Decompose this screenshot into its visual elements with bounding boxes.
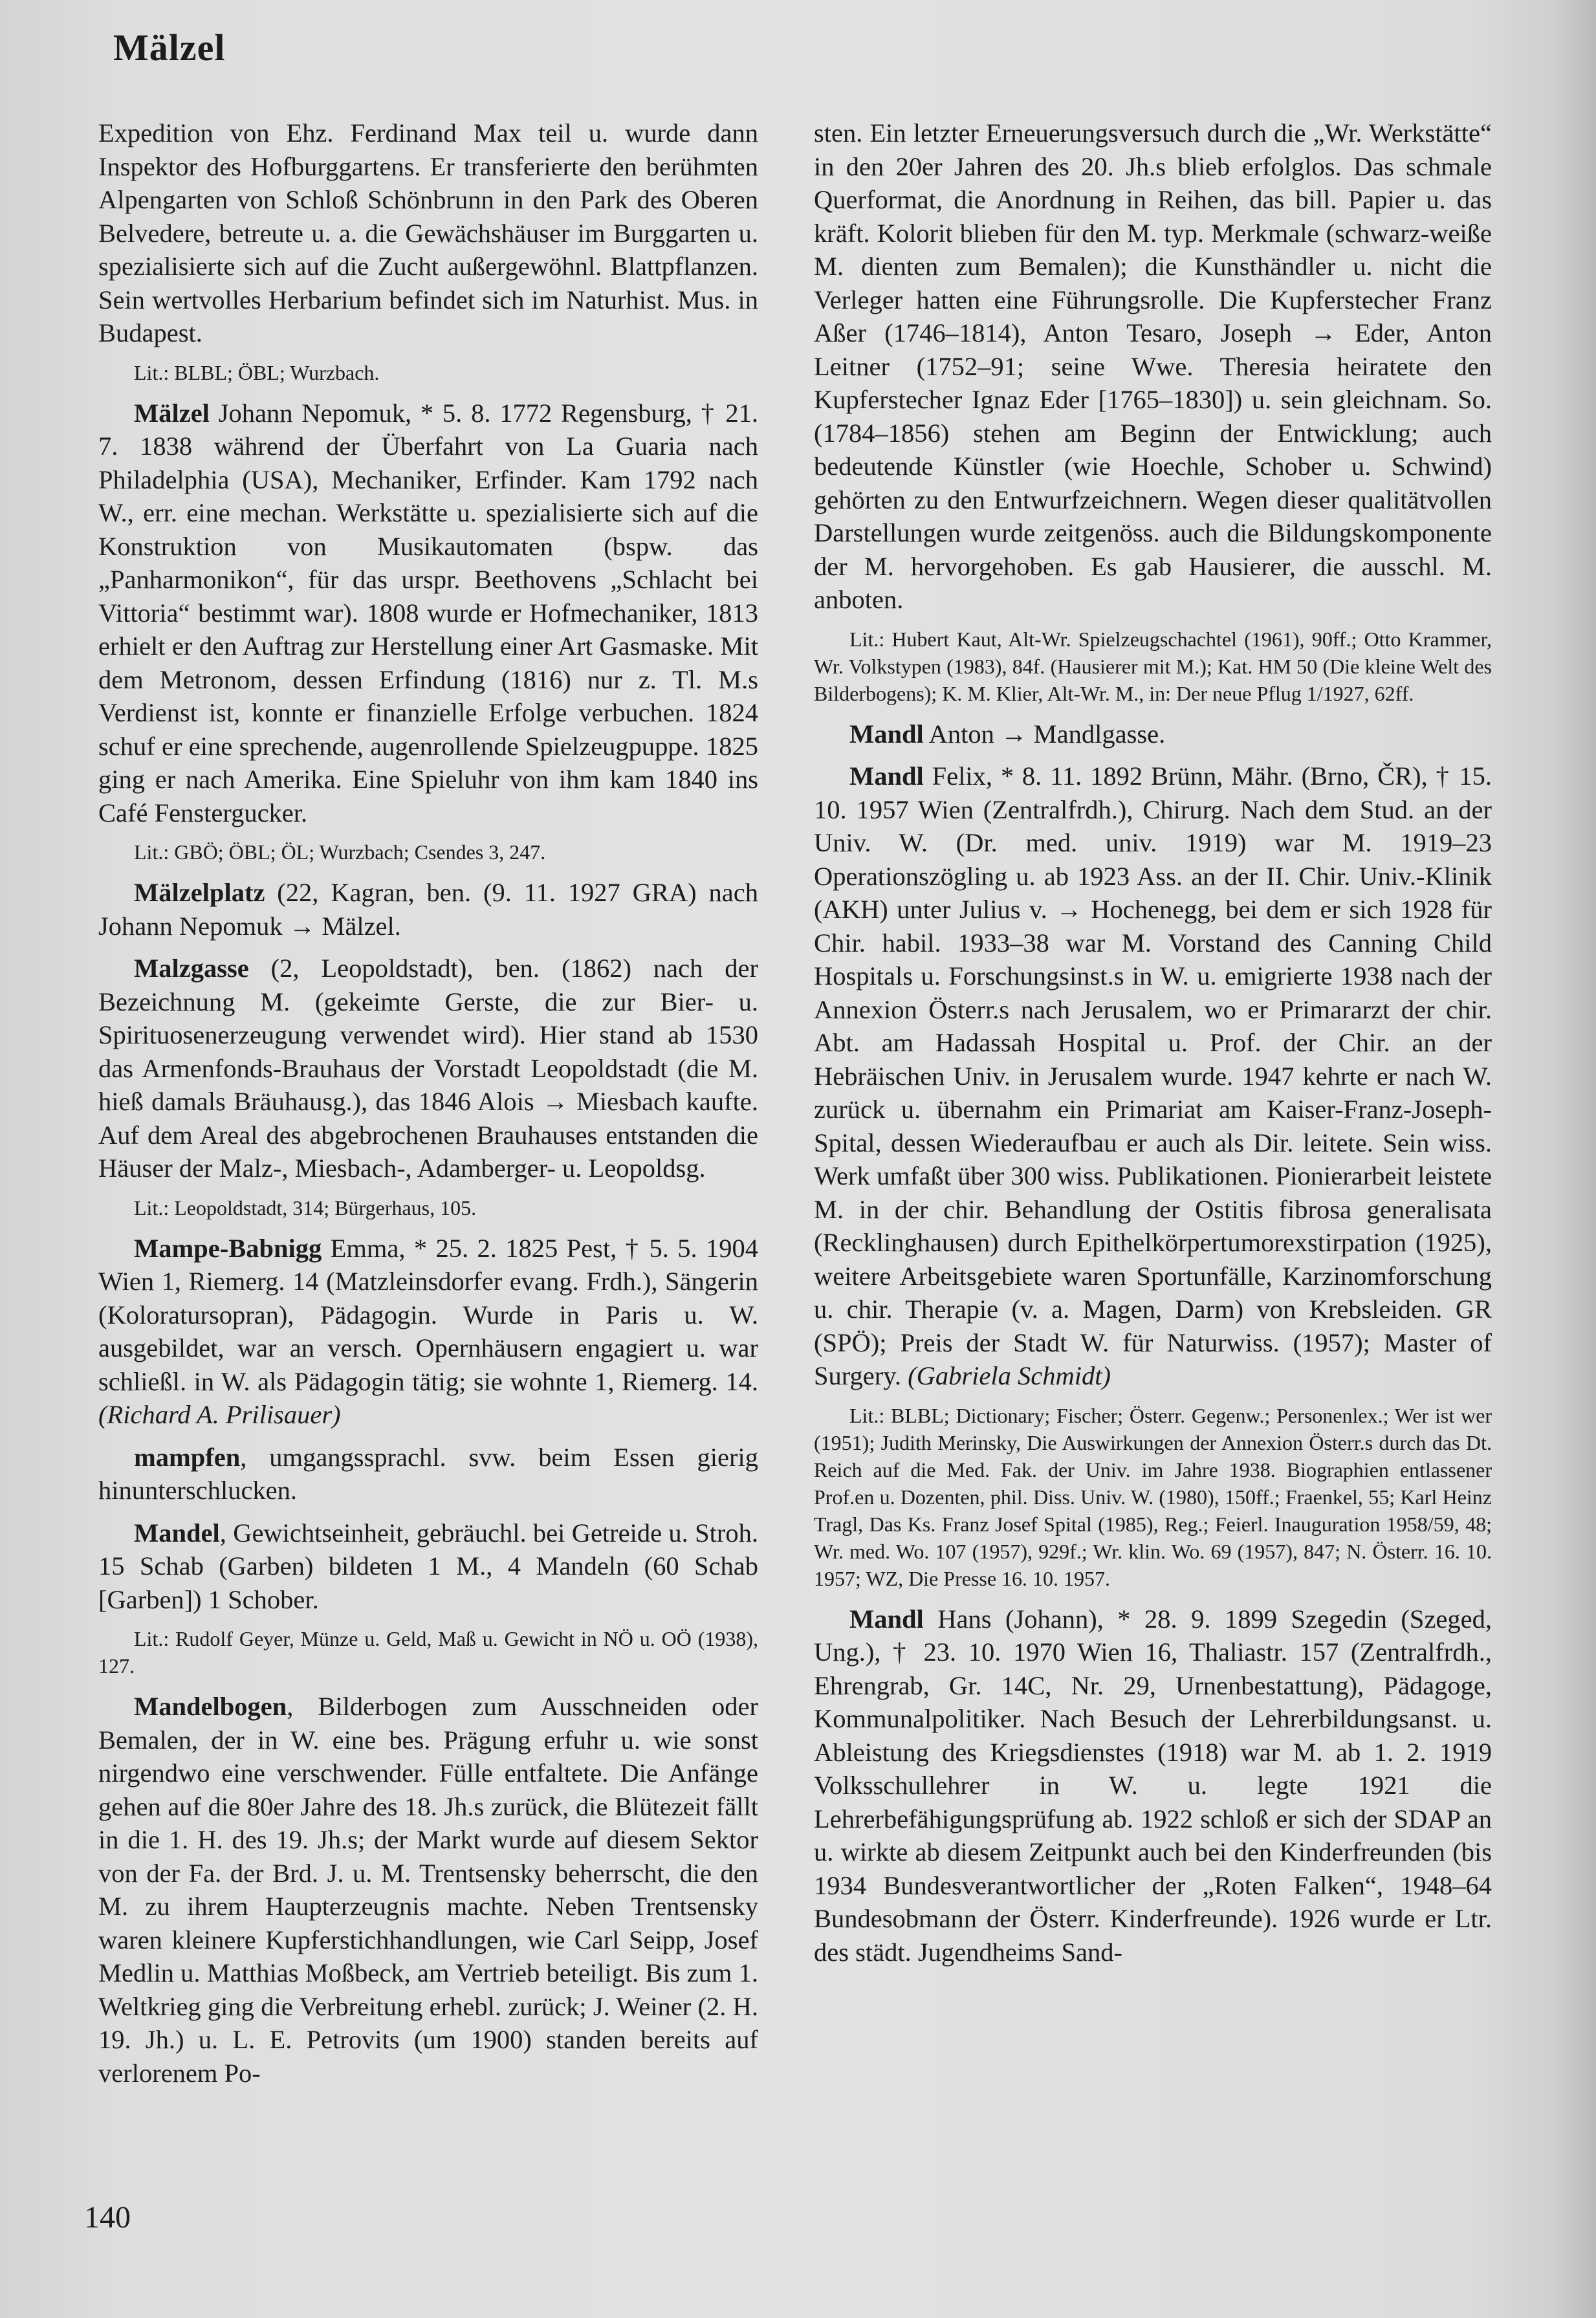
lemma: Mandelbogen xyxy=(134,1692,287,1721)
literature-note: Lit.: BLBL; ÖBL; Wurzbach. xyxy=(134,360,380,384)
entry-mampe-babnigg: Mampe-Babnigg Emma, * 25. 2. 1825 Pest, † 5. 5. 1904 Wien 1, Riemerg. 14 (Matzleinsdorfer evang. Frdh.), Sängerin (Koloratursopran), Pädagogin. Wurde in Paris u. W. ausgebildet, war an versch. Opernhäusern engagiert u. war schließl. in W. als Pädagogin tätig; sie wohnte 1, Riemerg. 14. (Richard A. Prilisauer) xyxy=(98,1233,758,1429)
lemma: mampfen xyxy=(134,1442,241,1472)
author-signature: (Gabriela Schmidt) xyxy=(908,1361,1111,1390)
lemma: Mälzelplatz xyxy=(134,878,265,907)
lemma: Mälzel xyxy=(134,398,210,428)
literature-note: Lit.: Leopoldstadt, 314; Bürgerhaus, 105. xyxy=(134,1196,477,1219)
entry-malzgasse: Malzgasse (2, Leopoldstadt), ben. (1862) nach der Bezeichnung M. (gekeimte Gerste, die zur Bier- u. Spirituosenerzeugung verwendet wird). Hier stand ab 1530 das Armenfonds-Brauhaus der Vorstadt Leopoldstadt (die M. hieß damals Bräuhausg.), das 1846 Alois → Miesbach kaufte. Auf dem Areal des abgebrochenen Brauhauses entstanden die Häuser der Malz-, Miesbach-, Adamberger- u. Leopoldsg. xyxy=(98,954,758,1183)
lemma: Mandl xyxy=(849,1604,924,1634)
lemma: Mandl xyxy=(849,761,924,791)
running-head: Mälzel xyxy=(113,27,226,69)
right-column xyxy=(814,116,1492,1978)
literature-note: Lit.: GBÖ; ÖBL; ÖL; Wurzbach; Csendes 3, 247. xyxy=(134,840,546,864)
lemma: Malzgasse xyxy=(134,954,249,983)
entry-mandl-felix: Mandl Felix, * 8. 11. 1892 Brünn, Mähr. (Brno, ČR), † 15. 10. 1957 Wien (Zentralfrdh.), Chirurg. Nach dem Stud. an der Univ. W. (Dr. med. univ. 1919) war M. 1919–23 Operationszögling u. ab 1923 Ass. an der II. Chir. Univ.-Klinik (AKH) unter Julius v. → Hochenegg, bei dem er sich 1928 für Chir. habil. 1933–38 war M. Vorstand des Canning Child Hospitals u. Forschungsinst.s in W. u. emigrierte 1938 nach der Annexion Österr.s nach Jerusalem, wo er Primararzt der chir. Abt. am Hadassah Hospital u. Prof. der Chir. an der Hebräischen Univ. in Jerusalem wurde. 1947 kehrte er nach W. zurück u. übernahm ein Primariat am Kaiser-Franz-Joseph-Spital, dessen Wiederaufbau er auch als Dir. leitete. Sein wiss. Werk umfaßt über 300 wiss. Publikationen. Pionierarbeit leistete M. in der chir. Behandlung der Ostitis fibrosa generalisata (Recklinghausen) durch Epithelkörpertumorexstirpation (1925), weitere Arbeitsgebiete waren Sportunfälle, Karzinomforschung u. chir. Therapie (v. a. Magen, Darm) von Krebsleiden. GR (SPÖ); Preis der Stadt W. für Naturwiss. (1957); Master of Surgery. (Gabriela Schmidt) xyxy=(814,761,1492,1390)
author-signature: (Richard A. Prilisauer) xyxy=(98,1400,341,1429)
literature-note: Lit.: BLBL; Dictionary; Fischer; Österr. Gegenw.; Personenlex.; Wer ist wer (1951); Judith Merinsky, Die Auswirkungen der Annexion Österr.s durch das Dt. Reich auf die Med. Fak. der Univ. im Jahre 1938. Biographien entlassener Prof.en u. Dozenten, phil. Diss. Univ. W. (1980), 150ff.; Fraenkel, 55; Karl Heinz Tragl, Das Ks. Franz Josef Spital (1985), Reg.; Feierl. Inauguration 1958/59, 48; Wr. med. Wo. 107 (1957), 929f.; Wr. klin. Wo. 69 (1957), 847; N. Österr. 16. 10. 1957; WZ, Die Presse 16. 10. 1957. xyxy=(814,1403,1492,1590)
entry-mampfen: mampfen, umgangssprachl. svw. beim Essen gierig hinunterschlucken. xyxy=(98,1442,758,1505)
entry-mandl-hans: Mandl Hans (Johann), * 28. 9. 1899 Szegedin (Szeged, Ung.), † 23. 10. 1970 Wien 16, Thaliastr. 157 (Zentralfrdh., Ehrengrab, Gr. 14C, Nr. 29, Urnenbestattung), Pädagoge, Kommunalpolitiker. Nach Besuch der Lehrerbildungsanst. u. Ableistung des Kriegsdienstes (1918) war M. ab 1. 2. 1919 Volksschullehrer in W. u. legte 1921 die Lehrerbefähigungsprüfung ab. 1922 schloß er sich der SDAP an u. wirkte ab diesem Zeitpunkt auch bei den Kinderfreunden (bis 1934 Bundesverantwortlicher der „Roten Falken“, 1948–64 Bundesobmann der Österr. Kinderfreunde). 1926 wurde er Ltr. des städt. Jugendheims Sand- xyxy=(814,1604,1492,1967)
entry-mandelbogen: Mandelbogen, Bilderbogen zum Ausschneiden oder Bemalen, der in W. eine bes. Prägung erfuhr u. wie sonst nirgendwo eine verschwender. Fülle entfaltete. Die Anfänge gehen auf die 80er Jahre des 18. Jh.s zurück, die Blütezeit fällt in die 1. H. des 19. Jh.s; der Markt wurde auf diesem Sektor von der Fa. der Brd. J. u. M. Trentsensky beherrscht, die den M. zu ihrem Haupterzeugnis machte. Neben Trentsensky waren kleinere Kupferstichhandlungen, wie Carl Seipp, Josef Medlin u. Matthias Moßbeck, am Vertrieb beteiligt. Bis zum 1. Weltkrieg ging die Verbreitung erhebl. zurück; J. Weiner (2. H. 19. Jh.) u. L. E. Petrovits (um 1900) standen bereits auf verlorenem Po- xyxy=(98,1692,758,2088)
literature-note: Lit.: Rudolf Geyer, Münze u. Geld, Maß u. Gewicht in NÖ u. OÖ (1938), 127. xyxy=(98,1627,758,1678)
entry-maelzelplatz: Mälzelplatz (22, Kagran, ben. (9. 11. 1927 GRA) nach Johann Nepomuk → Mälzel. xyxy=(98,878,758,941)
lemma: Mandl xyxy=(849,719,924,749)
entry-mandl-anton: Mandl Anton → Mandlgasse. xyxy=(849,719,1166,749)
entry-continuation: Expedition von Ehz. Ferdinand Max teil u. wurde dann Inspektor des Hofburggartens. Er transferierte den berühmten Alpengarten von Schloß Schönbrunn in den Park des Oberen Belvedere, betreute u. a. die Gewächshäuser im Burggarten u. spezialisierte sich auf die Zucht außergewöhnl. Blattpflanzen. Sein wertvolles Herbarium befindet sich im Naturhist. Mus. in Budapest. xyxy=(98,118,758,347)
page-number: 140 xyxy=(84,2200,131,2235)
entry-maelzel-johann: Mälzel Johann Nepomuk, * 5. 8. 1772 Regensburg, † 21. 7. 1838 während der Überfahrt von La Guaria nach Philadelphia (USA), Mechaniker, Erfinder. Kam 1792 nach W., err. eine mechan. Werkstätte u. spezialisierte sich auf die Konstruktion von Musikautomaten (bspw. das „Panharmonikon“, für das urspr. Beethovens „Schlacht bei Vittoria“ bestimmt war). 1808 wurde er Hofmechaniker, 1813 erhielt er den Auftrag zur Herstellung einer Art Gasmaske. Mit dem Metronom, dessen Erfindung (1816) nur z. Tl. M.s Verdienst ist, konnte er finanzielle Erfolge verbuchen. 1824 schuf er eine sprechende, augenrollende Spielzeugpuppe. 1825 ging er nach Amerika. Eine Spieluhr von ihm kam 1840 ins Café Fenstergucker. xyxy=(98,398,758,827)
lemma: Mampe-Babnigg xyxy=(134,1233,322,1263)
literature-note: Lit.: Hubert Kaut, Alt-Wr. Spielzeugschachtel (1961), 90ff.; Otto Krammer, Wr. Volkstypen (1983), 84f. (Hausierer mit M.); Kat. HM 50 (Die kleine Welt des Bilderbogens); K. M. Klier, Alt-Wr. M., in: Der neue Pflug 1/1927, 62ff. xyxy=(814,627,1492,705)
lemma: Mandel xyxy=(134,1518,220,1547)
entry-continuation: sten. Ein letzter Erneuerungsversuch durch die „Wr. Werkstätte“ in den 20er Jahren des 20. Jh.s blieb erfolglos. Das schmale Querformat, die Anordnung in Reihen, das bill. Papier u. das kräft. Kolorit blieben für den M. typ. Merkmale (schwarz-weiße M. dienten zum Bemalen); die Kunsthändler u. nicht die Verleger hatten eine Führungsrolle. Die Kupferstecher Franz Aßer (1746–1814), Anton Tesaro, Joseph → Eder, Anton Leitner (1752–91; seine Wwe. Theresia heiratete den Kupferstecher Ignaz Eder [1765–1830]) u. sein gleichnam. So. (1784–1856) stehen am Beginn der Entwicklung; auch bedeutende Künstler (wie Hoechle, Schober u. Schwind) gehörten zu den Entwurfzeichnern. Wegen dieser qualitätvollen Darstellungen wurde zeitgenöss. auch die Bildungskomponente der M. hervorgehoben. Es gab Hausierer, die ausschl. M. anboten. xyxy=(814,118,1492,614)
left-column xyxy=(98,116,758,2099)
entry-mandel: Mandel, Gewichtseinheit, gebräuchl. bei Getreide u. Stroh. 15 Schab (Garben) bildeten 1 M., 4 Mandeln (60 Schab [Garben]) 1 Schober. xyxy=(98,1518,758,1614)
